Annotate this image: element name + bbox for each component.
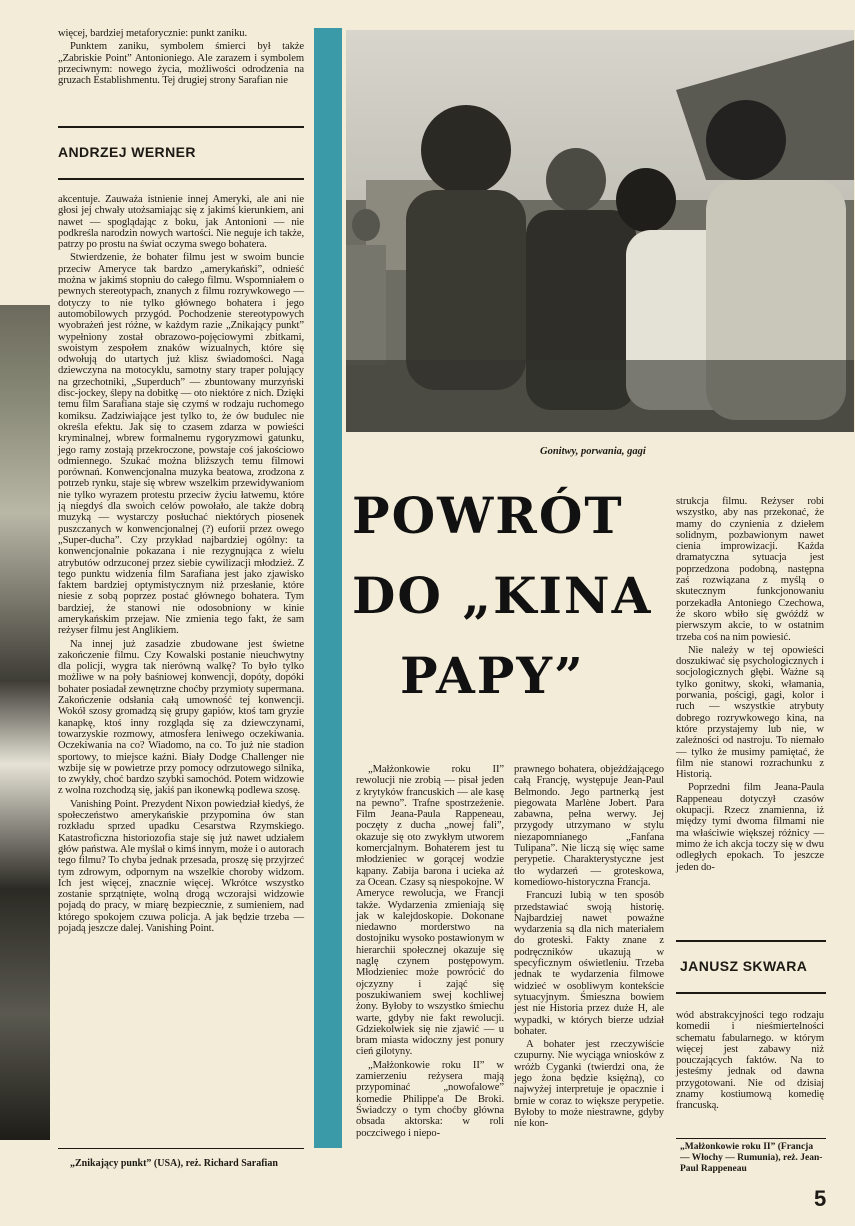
paragraph: strukcja filmu. Reżyser robi wszystko, aby nas przekonać, że mamy do czynienia z dziełem solidnym, pozbawionym nawet cienia improwizacji. Każda dramatyczna sytuacja jest poprzedzona podobną, następna zaś rozwiązana z myślą o skutecznym funkcjonowaniu porzekadła Antoniego Czechowa, że skoro wbiło się gwóźdź w pierwszym akcie, to w ostatnim trzeba coś na nim powiesić. [676, 496, 824, 643]
paragraph: „Małżonkowie roku II” w zamierzeniu reżysera mają przypominać „nowofalowe” komedie Philippe'a De Broki. Świadczy o tym choćby główna obsada aktorska: w roli poczciwego i niepo- [356, 1059, 504, 1139]
page-number: 5 [814, 1186, 827, 1211]
col4-body [676, 496, 824, 875]
paragraph: „Małżonkowie roku II” rewolucji nie zrobią — pisał jeden z krytyków francuskich — ale kasę na pewno”. Trafne spostrzeżenie. Film Jeana-Paula Rappeneau, poczęty z ducha „nowej fali”, okazuje się oto zwykłym utworem komercjalnym. Bohaterem jest tu młodzieniec w gorącej wodzie kąpany. Zabija barona i ucieka aż za Ocean. Czasy są niespokojne. W Ameryce rewolucja, we Francji także. Wydarzenia zmieniają się jak w kalejdoskopie. Dokonane niedawno morderstwo na dostojniku wysoko postawionym w hierarchii społecznej okazuje się naglę czynem postępowym. Młodzieniec może powrócić do ojczyzny i zająć się poszukiwaniem swej kochliwej żony. Byłoby to wszystko śmiechu warte, gdyby nie fakt rewolucji. Gdziekolwiek się nie zjawić — u bram miasta widoczny jest ponury cień gilotyny. [356, 764, 504, 1058]
accent-bar [314, 28, 342, 1148]
paragraph: Na innej już zasadzie zbudowane jest świetne zakończenie filmu. Czy Kowalski postanie nieuchwytny dla policji, wygra tak nierówną walkę? To było tylko możliwe w na poły baśniowej konwencji, dopóty, dopóki bohater posiadał zewnętrzne choćby przymioty supermana. Zakończenie odsłania całą umowność tej konwencji. Wokół szosy gromadzą się grupy gapiów, ktoś tam gryzie kanapkę, ktoś inny rozgląda się za dziewczynami, towarzyskie rozmowy, atmosfera leniwego oczekiwania. Oczekiwania na co? Wiadomo, na co. To już nie stadion sportowy, to miejsce kaźni. Biały Dodge Challenger nie wzbije się w powietrze przy pomocy odrzutowego silnika, to zwykły, choć bardzo szybki samochód. Potem widzowie z wolna rozchodzą się, jakiś pan ikonewką podlewa szosę. [58, 638, 304, 797]
paragraph: Vanishing Point. Prezydent Nixon powiedział kiedyś, że społeczeństwo amerykańskie przypomina ów stan rozkładu sprzed upadku Cesarstwa Rzymskiego. Katastroficzna historiozofia staje się już nawet udziałem głów państwa. Ale myślał o kimś innym, może i o autorach tego filmu? To chyba jednak przesada, proszę się przyjrzeć tym zdrowym, odpornym na wszelkie choroby widzom. Ich jest więcej, znacznie więcej. Wkrótce wszystko zostanie sprzątnięte, wolną drogą wczorajsi widzowie pojadą do pracy, w miarę bezpiecznie, z sumieniem, nad którego spokojem czuwa policja. A jak będzie trzeba — pojadą jeszcze dalej. Vanishing Point. [58, 798, 304, 934]
divider [676, 1138, 826, 1139]
divider [676, 992, 826, 994]
headline-line-1: POWRÓT [352, 486, 624, 545]
paragraph: A bohater jest rzeczywiście czupurny. Nie wyciąga wniosków z wróżb Cyganki (twierdzi ona, że jego żona będzie księżną), co najwyżej interpretuje je opacznie i brnie w coraz to większe perypetie. Byłoby to może niestrawne, gdyby nie kon- [514, 1039, 664, 1130]
film-caption: „Małżonkowie roku II” (Francja — Włochy — Rumunia), reż. Jean-Paul Rappeneau [680, 1142, 823, 1174]
col3-body [514, 764, 664, 1132]
film-still-photo [346, 30, 854, 432]
paragraph: Nie należy w tej opowieści doszukiwać się psychologicznych i socjologicznych głębi. Ważne są tylko gonitwy, skoki, włamania, porwania, pościgi, gagi, kolor i ruch — wszystkie atrybuty dobrego rozrywkowego kina, na które przystajemy lub nie, w zależności od nastroju. To niemało — tylko że musimy pamiętać, że film nie stanowi rozrachunku z Historią. [676, 644, 824, 781]
paragraph: akcentuje. Zauważa istnienie innej Ameryki, ale ani nie głosi jej chwały utożsamiając się z jakimś kierunkiem, ani nawet — spoglądając z boku, jak Antonioni — nie podkreśla narodzin nowych wartości. Nie neguje ich także, patrzy po prostu na świat oczyma swego bohatera. [58, 194, 304, 251]
paragraph: prawnego bohatera, objeżdżającego całą Francję, występuje Jean-Paul Belmondo. Jego partnerką jest piegowata Marlène Jobert. Para zabawna, pełna werwy. Jej przygody utrzymano w stylu niezapomnianego „Fanfana Tulipana”. Nie liczą się więc same perypetie. Charakterystyczne jest tło wydarzeń — groteskowa, komediowo-historyczna Francja. [514, 764, 664, 888]
headline-line-2: DO „KINA [352, 566, 653, 625]
paragraph: Punktem zaniku, symbolem śmierci był także „Zabriskie Point” Antonioniego. Ale zarazem i symbolem przeciwnym: nowego życia, możliwości odrodzenia na gruzach Establishmentu. Tej drugiej strony Sarafian nie [58, 41, 304, 87]
film-caption: „Znikający punkt” (USA), reż. Richard Sarafian [70, 1158, 278, 1169]
paragraph: Francuzi lubią w ten sposób przedstawiać swoją historię. Najbardziej nawet poważne wydarzenia są dla nich materiałem do groteski. Fakty znane z podręczników ukazują w specyficznym oświetleniu. Trzeba jednak te wydarzenia filmowe widzieć w osobliwym kontekście sytuacyjnym. Śmieszna bowiem jest nie Historia przez duże H, ale wypadki, w których bierze udział bohater. [514, 890, 664, 1037]
paragraph: więcej, bardziej metaforycznie: punkt zaniku. [58, 28, 248, 39]
author-name: JANUSZ SKWARA [680, 958, 808, 974]
divider [58, 1148, 304, 1149]
paragraph: Poprzedni film Jeana-Paula Rappeneau dotyczył czasów okupacji. Rzecz znamienna, iż między tymi dwoma filmami nie ma właściwie większej różnicy — mimo że ich akcja toczy się w dwu odległych epokach. To jeszcze jeden do- [676, 782, 824, 873]
left-photo-strip [0, 305, 50, 1140]
photo-caption: Gonitwy, porwania, gagi [540, 446, 646, 457]
paragraph: Stwierdzenie, że bohater filmu jest w swoim buncie przeciw Ameryce tak bardzo „amerykański”, odnieść można w jakimś stopniu do całego filmu. Wspomniałem o pewnych stereotypach, znanych z filmu rozrywkowego — dotyczy to nie tylko głównego bohatera i jego automobilowych przygód. Pochodzenie stereotypowych wyobrażeń jest różne, w każdym razie „Znikający punkt” wypełniony został obrazowo-pojęciowymi zbitkami, swoistym zespołem znaków wizualnych, które się odwołują do utartych już klisz świadomości. Naga dziewczyna na motocyklu, samotny stary traper polujący na grzechotniki, „Superduch” — zbuntowany murzyński disc-jockey, ślepy na dobitkę — oto niektóre z nich. Dzięki temu film Sarafiana staje się czymś w rodzaju ruchomego komiksu. Zadziwiające jest tylko to, że ów budulec nie określa efektu. Jak się to czasem zdarza w powieści kryminalnej, wbrew formalnemu rygoryzmowi gatunku, jego ramy zostają przekroczone, powstaje coś jakościowo odmiennego. Szukać można bliższych temu filmowi porównań. Konwencjonalna muzyka beatowa, zrodzona z potrzeb rynku, staje się wbrew wszelkim przewidywaniom nie tylko wyrazem protestu przeciw życiu łatwemu, które ją niegdyś dla swoich celów powołało, ale także dobrą muzyką — wystarczy posłuchać niektórych piosenek puszczanych w konwencjonalnej (?) euforii przez owego „Super-ducha”. Czy przykład najbardziej ogólny: ta konwencjonalnie pokazana i nie rezygnująca z wielu atrybutów odrzuconej przez siebie cywilizacji młodzież. Z tego punktu widzenia film Sarafiana jest jako zjawisko faktem bardziej optymistycznym niż przesłanie, które niesie z sobą poprzez postać głównego bohatera. Tym bardziej, że stanowi nie odosobniony w kinie amerykańskim przejaw. Nie zmienia tego fakt, że sam reżyser filmu jest Anglikiem. [58, 252, 304, 637]
divider [676, 940, 826, 942]
col4b-body [676, 1010, 824, 1114]
divider [58, 178, 304, 180]
col1-body [58, 194, 304, 936]
paragraph: wód abstrakcyjności tego rodzaju komedii i nieśmiertelności schematu fabularnego. w którym więcej jest zabawy niż pouczających faktów. Na to jesteśmy jednak od dawna przygotowani. Nie od dzisiaj znamy kostiumową komedię francuską. [676, 1010, 824, 1112]
headline-line-3: PAPY” [400, 646, 585, 705]
film-still-illustration [346, 30, 854, 432]
col2-body [356, 764, 504, 1141]
divider [58, 126, 304, 128]
col1-top [58, 28, 304, 88]
author-name: ANDRZEJ WERNER [58, 144, 196, 160]
